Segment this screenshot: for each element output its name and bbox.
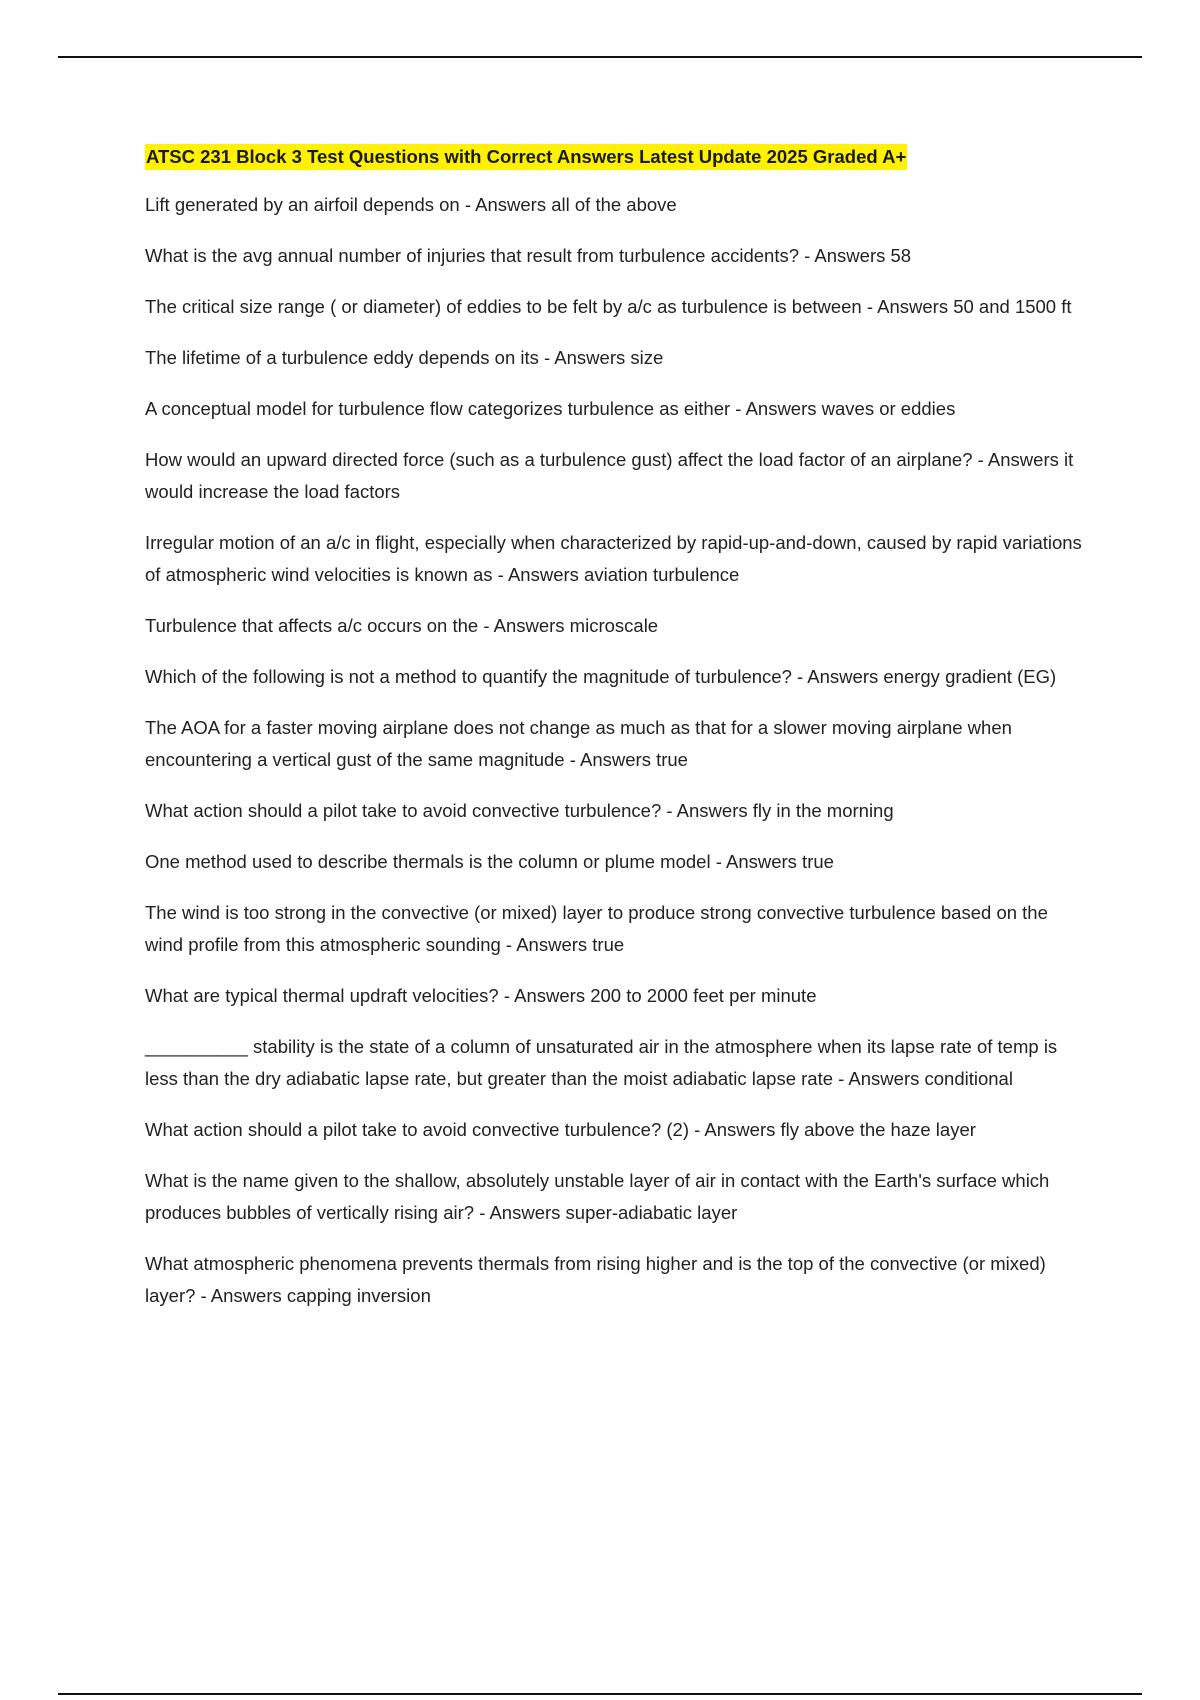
qa-list: [145, 189, 1085, 1312]
qa-item: The AOA for a faster moving airplane does not change as much as that for a slower moving airplane when encountering a vertical gust of the same magnitude - Answers true: [145, 717, 1012, 770]
qa-item: Turbulence that affects a/c occurs on the - Answers microscale: [145, 615, 659, 636]
qa-item: What are typical thermal updraft velocities? - Answers 200 to 2000 feet per minute: [145, 985, 817, 1006]
qa-item: A conceptual model for turbulence flow categorizes turbulence as either - Answers waves or eddies: [145, 398, 956, 419]
qa-item: __________ stability is the state of a column of unsaturated air in the atmosphere when its lapse rate of temp is less than the dry adiabatic lapse rate, but greater than the moist adiabatic lapse rate - Answers conditional: [145, 1036, 1058, 1089]
qa-item: How would an upward directed force (such as a turbulence gust) affect the load factor of an airplane? - Answers it would increase the load factors: [145, 449, 1074, 502]
document-body: [145, 144, 1085, 1331]
qa-item: Lift generated by an airfoil depends on - Answers all of the above: [145, 194, 677, 215]
qa-item: The lifetime of a turbulence eddy depends on its - Answers size: [145, 347, 664, 368]
document-title: ATSC 231 Block 3 Test Questions with Correct Answers Latest Update 2025 Graded A+: [145, 144, 907, 170]
qa-item: One method used to describe thermals is the column or plume model - Answers true: [145, 851, 834, 872]
qa-item: The wind is too strong in the convective (or mixed) layer to produce strong convective turbulence based on the wind profile from this atmospheric sounding - Answers true: [145, 902, 1048, 955]
footer-rule: [58, 1693, 1142, 1695]
qa-item: The critical size range ( or diameter) of eddies to be felt by a/c as turbulence is between - Answers 50 and 1500 ft: [145, 296, 1072, 317]
qa-item: What is the avg annual number of injuries that result from turbulence accidents? - Answers 58: [145, 245, 912, 266]
qa-item: What is the name given to the shallow, absolutely unstable layer of air in contact with the Earth's surface which produces bubbles of vertically rising air? - Answers super-adiabatic layer: [145, 1170, 1050, 1223]
qa-item: What atmospheric phenomena prevents thermals from rising higher and is the top of the convective (or mixed) layer? - Answers capping inversion: [145, 1253, 1046, 1306]
qa-item: Irregular motion of an a/c in flight, especially when characterized by rapid-up-and-down, caused by rapid variations of atmospheric wind velocities is known as - Answers aviation turbulence: [145, 532, 1082, 585]
header-rule: [58, 56, 1142, 58]
qa-item: What action should a pilot take to avoid convective turbulence? - Answers fly in the morning: [145, 800, 894, 821]
qa-item: Which of the following is not a method to quantify the magnitude of turbulence? - Answers energy gradient (EG): [145, 666, 1057, 687]
qa-item: What action should a pilot take to avoid convective turbulence? (2) - Answers fly above the haze layer: [145, 1119, 976, 1140]
